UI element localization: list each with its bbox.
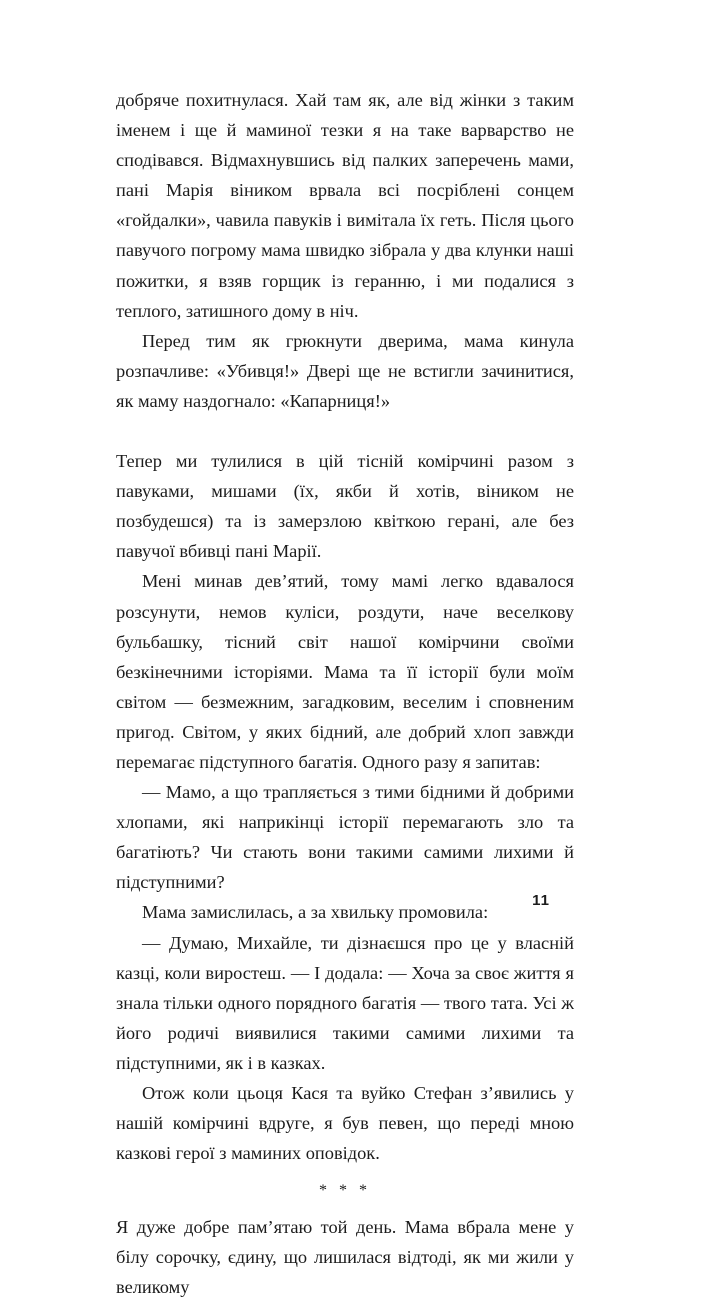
dialogue-paragraph: — Думаю, Михайле, ти дізнаєшся про це у власній казці, коли виростеш. — І додала: — Хоча за своє життя я знала тільки одного порядного багатія — твого тата. Усі ж його родичі виявилися такими самими лихими та підступними, як і в казках. bbox=[116, 932, 574, 1073]
paragraph: Мама замислилась, а за хвильку промовила: bbox=[142, 902, 489, 923]
paragraph: Отож коли цьоця Кася та вуйко Стефан з’явились у нашій комірчині вдруге, я був певен, що переді мною казкові герої з маминих оповідок. bbox=[116, 1083, 574, 1164]
section-separator: * * * bbox=[319, 1182, 371, 1200]
section-gap bbox=[116, 416, 574, 446]
paragraph-continuation: добряче похитнулася. Хай там як, але від жінки з таким іменем і ще й маминої тезки я на таке варварство не сподівався. Відмахнувшись від палких заперечень мами, пані Марія віником врвала всі посріблені сонцем «гойдалки», чавила павуків і вимітала їх геть. Після цього павучого погрому мама швидко зібрала у два клунки наші пожитки, я взяв горщик із геранню, і ми подалися з теплого, затишного дому в ніч. bbox=[116, 90, 574, 321]
paragraph-section-start: Тепер ми тулилися в цій тісній комірчині разом з павуками, мишами (їх, якби й хотів, віником не позбудешся) та із замерзлою квіткою герані, але без павучої вбивці пані Марії. bbox=[116, 451, 574, 562]
page-number: 11 bbox=[532, 892, 550, 909]
dialogue-paragraph: — Мамо, а що трапляється з тими бідними й добрими хлопами, які наприкінці історії перемагають зло та багатіють? Чи стають вони такими самими лихими й підступними? bbox=[116, 782, 574, 893]
body-text bbox=[116, 85, 574, 1303]
paragraph: Перед тим як грюкнути дверима, мама кинула розпачливе: «Убивця!» Двері ще не встигли зачинитися, як маму наздогнало: «Капарниця!» bbox=[116, 330, 574, 411]
paragraph: Мені минав дев’ятий, тому мамі легко вдавалося розсунути, немов куліси, роздути, наче веселкову бульбашку, тісний світ нашої комірчини своїми безкінечними історіями. Мама та її історії були моїм світом — безмежним, загадковим, веселим і сповненим пригод. Світом, у яких бідний, але добрий хлоп завжди перемагає підступного багатія. Одного разу я запитав: bbox=[116, 571, 574, 772]
paragraph-section-start: Я дуже добре пам’ятаю той день. Мама вбрала мене у білу сорочку, єдину, що лишилася відтоді, як ми жили у великому bbox=[116, 1217, 574, 1298]
